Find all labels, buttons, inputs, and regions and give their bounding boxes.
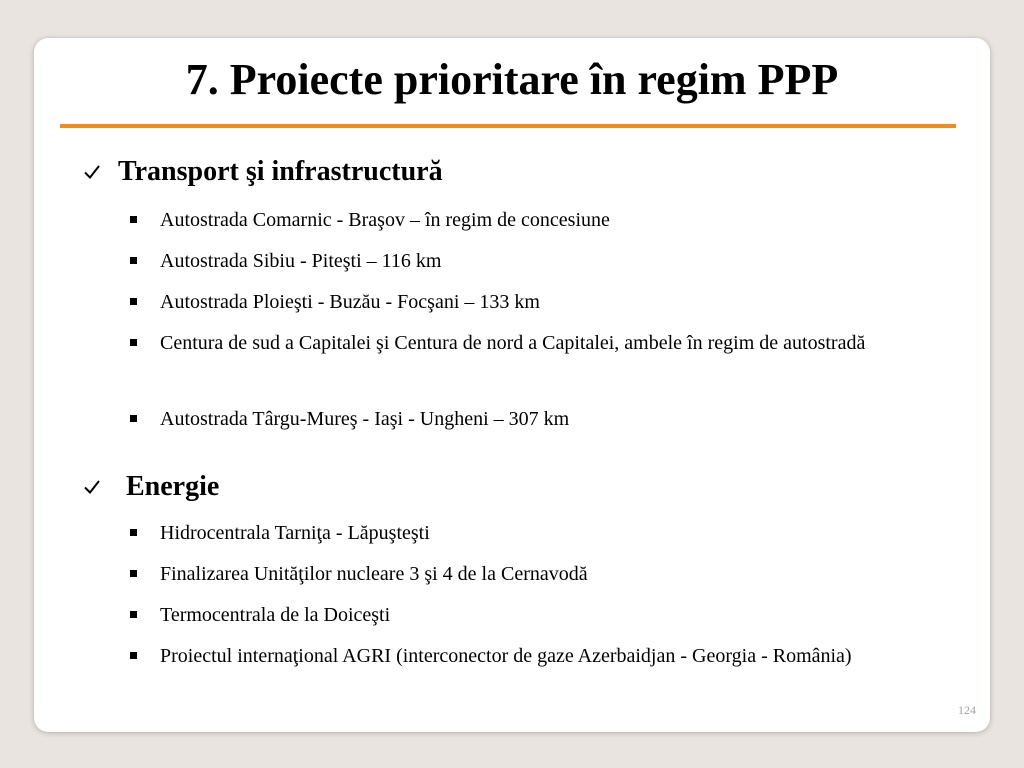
- section-heading-label: Energie: [126, 471, 220, 502]
- list-item: [130, 284, 966, 320]
- square-bullet-icon: [130, 611, 137, 618]
- page-number: 124: [958, 703, 976, 717]
- list-item-text: Autostrada Sibiu - Piteşti – 116 km: [160, 250, 442, 272]
- list-item-text: Autostrada Comarnic - Braşov – în regim de concesiune: [160, 209, 610, 231]
- section-heading-transport: [82, 155, 443, 189]
- title-divider: [60, 124, 956, 128]
- square-bullet-icon: [130, 298, 137, 305]
- list-item-text: Finalizarea Unităţilor nucleare 3 şi 4 de la Cernavodă: [160, 563, 588, 585]
- list-item: [130, 638, 966, 674]
- list-item-text: Termocentrala de la Doiceşti: [160, 604, 391, 626]
- square-bullet-icon: [130, 257, 137, 264]
- list-item-text: Autostrada Ploieşti - Buzău - Focşani – 133 km: [160, 291, 540, 313]
- section-heading-label: Transport şi infrastructură: [118, 156, 443, 187]
- list-item-text: Proiectul internaţional AGRI (interconector de gaze Azerbaidjan - Georgia - România): [160, 645, 852, 667]
- square-bullet-icon: [130, 652, 137, 659]
- list-item: [130, 556, 966, 592]
- section-heading-energie: [82, 470, 219, 504]
- square-bullet-icon: [130, 529, 137, 536]
- square-bullet-icon: [130, 216, 137, 223]
- check-icon: [82, 477, 102, 497]
- list-item: [130, 597, 966, 633]
- list-item: [130, 515, 966, 551]
- slide: [34, 38, 990, 732]
- square-bullet-icon: [130, 339, 137, 346]
- check-icon: [82, 162, 102, 182]
- list-item-text: Centura de sud a Capitalei şi Centura de nord a Capitalei, ambele în regim de autostradă: [160, 332, 866, 354]
- list-item-text: Hidrocentrala Tarniţa - Lăpuşteşti: [160, 522, 430, 544]
- square-bullet-icon: [130, 415, 137, 422]
- list-item: [130, 243, 966, 279]
- list-item: [130, 401, 966, 437]
- list-item: [130, 202, 966, 238]
- list-item: [130, 325, 966, 361]
- square-bullet-icon: [130, 570, 137, 577]
- slide-title: 7. Proiecte prioritare în regim PPP: [185, 55, 839, 104]
- list-item-text: Autostrada Târgu-Mureş - Iaşi - Ungheni – 307 km: [160, 408, 570, 430]
